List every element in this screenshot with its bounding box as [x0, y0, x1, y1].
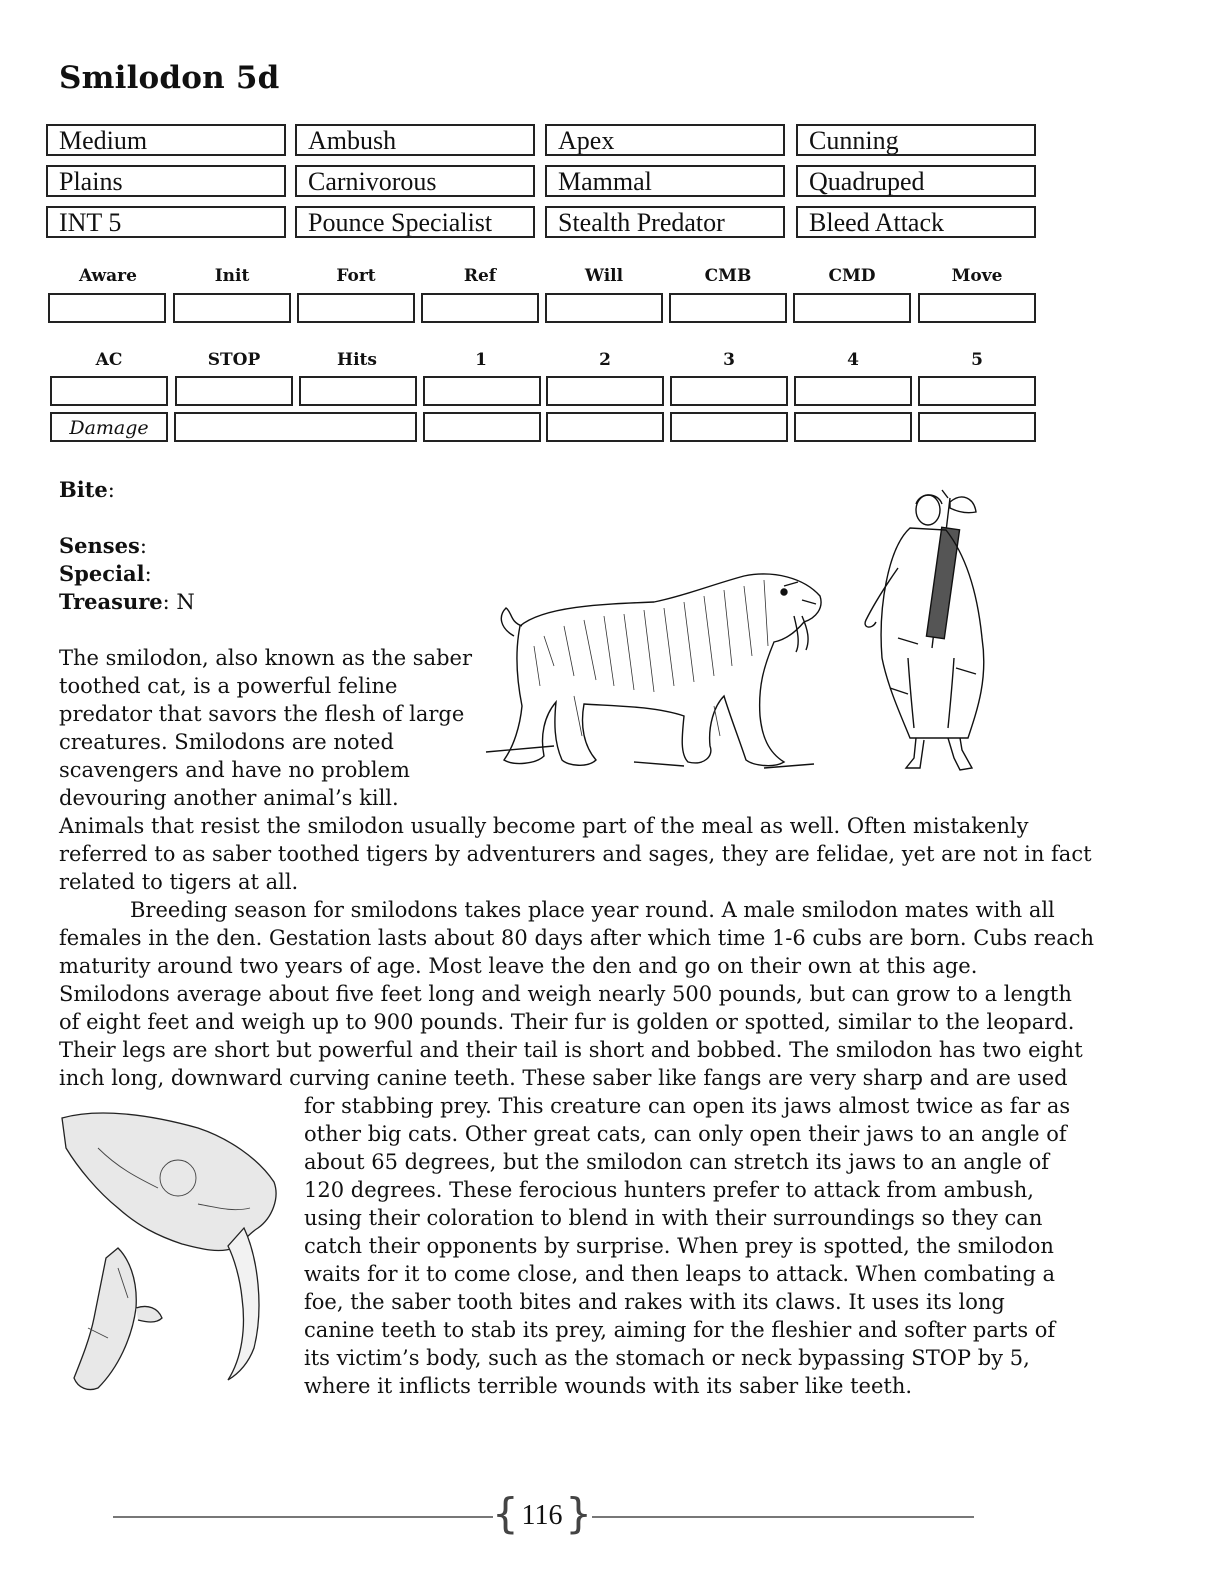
special-field — [59, 561, 152, 586]
stat-label-cmb: CMB — [704, 266, 752, 286]
damage-box-2[interactable] — [546, 412, 664, 442]
stat-box-5[interactable] — [918, 376, 1036, 406]
stat-box-ref[interactable] — [421, 293, 539, 323]
page-title: Smilodon 5d — [59, 60, 280, 96]
senses-colon: : — [139, 534, 147, 558]
description-line: its victim’s body, such as the stomach or neck bypassing STOP by 5, — [304, 1346, 1030, 1370]
description-line: toothed cat, is a powerful feline — [59, 674, 398, 698]
description-line: maturity around two years of age. Most leave the den and go on their own at this age. — [59, 954, 978, 978]
damage-box-4[interactable] — [794, 412, 912, 442]
description-line: where it inflicts terrible wounds with its saber like teeth. — [304, 1374, 913, 1398]
stat-label-move: Move — [951, 266, 1003, 286]
stat-box-stop[interactable] — [175, 376, 293, 406]
page-number-container — [492, 1489, 592, 1538]
bite-label: Bite — [59, 477, 108, 502]
stat-box-cmd[interactable] — [793, 293, 911, 323]
tag-mind: Cunning — [796, 124, 1036, 156]
damage-box-main[interactable] — [174, 412, 417, 442]
tag-ability-2: Stealth Predator — [545, 206, 785, 238]
damage-box-5[interactable] — [918, 412, 1036, 442]
stat-box-hits[interactable] — [299, 376, 417, 406]
description-line: waits for it to come close, and then leaps to attack. When combating a — [304, 1262, 1056, 1286]
stat-label-will: Will — [584, 266, 624, 286]
special-colon: : — [144, 562, 152, 586]
stat-label-4: 4 — [847, 350, 859, 370]
footer-rule-left — [113, 1516, 493, 1518]
tag-rank: Apex — [545, 124, 785, 156]
damage-box-3[interactable] — [670, 412, 788, 442]
special-label: Special — [59, 561, 145, 586]
description-line: Breeding season for smilodons takes place year round. A male smilodon mates with all — [130, 898, 1055, 922]
description-line: predator that savors the flesh of large — [59, 702, 465, 726]
treasure-colon: : — [162, 590, 170, 614]
stat-box-ac[interactable] — [50, 376, 168, 406]
tag-ability-3: Bleed Attack — [796, 206, 1036, 238]
tag-size: Medium — [46, 124, 286, 156]
description-intro — [59, 644, 1094, 1092]
stat-box-fort[interactable] — [297, 293, 415, 323]
tag-diet: Carnivorous — [295, 165, 535, 197]
description-line: referred to as saber toothed tigers by adventurers and sages, they are felidae, yet are not in fact — [59, 842, 1092, 866]
description-line: creatures. Smilodons are noted — [59, 730, 394, 754]
tag-form: Quadruped — [796, 165, 1036, 197]
description-line: Smilodons average about five feet long and weigh nearly 500 pounds, but can grow to a length — [59, 982, 1072, 1006]
stat-box-1[interactable] — [423, 376, 541, 406]
treasure-field — [59, 589, 195, 614]
description-line: catch their opponents by surprise. When prey is spotted, the smilodon — [304, 1234, 1054, 1258]
stat-label-2: 2 — [599, 350, 611, 370]
stat-label-hits: Hits — [337, 350, 377, 370]
stat-box-4[interactable] — [794, 376, 912, 406]
stat-box-init[interactable] — [173, 293, 291, 323]
description-line: Their legs are short but powerful and their tail is short and bobbed. The smilodon has two eight — [59, 1038, 1083, 1062]
description-line: The smilodon, also known as the saber — [59, 646, 473, 670]
description-line: canine teeth to stab its prey, aiming for the fleshier and softer parts of — [304, 1318, 1056, 1342]
tag-int: INT 5 — [46, 206, 286, 238]
tag-ability-1: Pounce Specialist — [295, 206, 535, 238]
damage-label: Damage — [50, 412, 168, 442]
tag-tactic: Ambush — [295, 124, 535, 156]
stat-label-3: 3 — [723, 350, 735, 370]
bite-field — [59, 477, 115, 502]
tag-terrain: Plains — [46, 165, 286, 197]
left-brace-icon: { — [492, 1489, 519, 1538]
stat-label-ac: AC — [95, 350, 123, 370]
stat-label-ref: Ref — [463, 266, 497, 286]
stat-label-5: 5 — [971, 350, 983, 370]
description-continued — [304, 1092, 1070, 1400]
description-line: other big cats. Other great cats, can only open their jaws to an angle of — [304, 1122, 1067, 1146]
description-line: about 65 degrees, but the smilodon can stretch its jaws to an angle of — [304, 1150, 1050, 1174]
stat-box-3[interactable] — [670, 376, 788, 406]
stat-label-aware: Aware — [79, 266, 137, 286]
treasure-label: Treasure — [59, 589, 163, 614]
tag-class: Mammal — [545, 165, 785, 197]
description-line: foe, the saber tooth bites and rakes with its claws. It uses its long — [304, 1290, 1005, 1314]
description-line: females in the den. Gestation lasts about 80 days after which time 1-6 cubs are born. Cubs reach — [59, 926, 1095, 950]
stat-box-move[interactable] — [918, 293, 1036, 323]
stat-label-stop: STOP — [207, 350, 261, 370]
page-number: 116 — [521, 1500, 563, 1531]
description-line: 120 degrees. These ferocious hunters prefer to attack from ambush, — [304, 1178, 1034, 1202]
description-line: of eight feet and weigh up to 900 pounds. Their fur is golden or spotted, similar to the leopard. — [59, 1010, 1075, 1034]
description-line: Animals that resist the smilodon usually become part of the meal as well. Often mistakenly — [59, 814, 1029, 838]
stat-box-cmb[interactable] — [669, 293, 787, 323]
bite-colon: : — [107, 478, 115, 502]
description-line: devouring another animal’s kill. — [59, 786, 399, 810]
description-line: for stabbing prey. This creature can open its jaws almost twice as far as — [304, 1094, 1071, 1118]
stat-box-2[interactable] — [546, 376, 664, 406]
stat-label-cmd: CMD — [828, 266, 876, 286]
stat-label-1: 1 — [475, 350, 487, 370]
skull-illustration — [58, 1108, 288, 1393]
footer-rule-right — [592, 1516, 974, 1518]
right-brace-icon: } — [565, 1489, 592, 1538]
stat-box-aware[interactable] — [48, 293, 166, 323]
description-line: using their coloration to blend in with their surroundings so they can — [304, 1206, 1043, 1230]
treasure-value: N — [176, 590, 195, 614]
stat-box-will[interactable] — [545, 293, 663, 323]
senses-field — [59, 533, 147, 558]
senses-label: Senses — [59, 533, 140, 558]
damage-box-1[interactable] — [423, 412, 541, 442]
stat-label-init: Init — [214, 266, 250, 286]
description-line: scavengers and have no problem — [59, 758, 410, 782]
stat-label-fort: Fort — [336, 266, 376, 286]
description-line: inch long, downward curving canine teeth. These saber like fangs are very sharp and are used — [59, 1066, 1068, 1090]
description-line: related to tigers at all. — [59, 870, 299, 894]
